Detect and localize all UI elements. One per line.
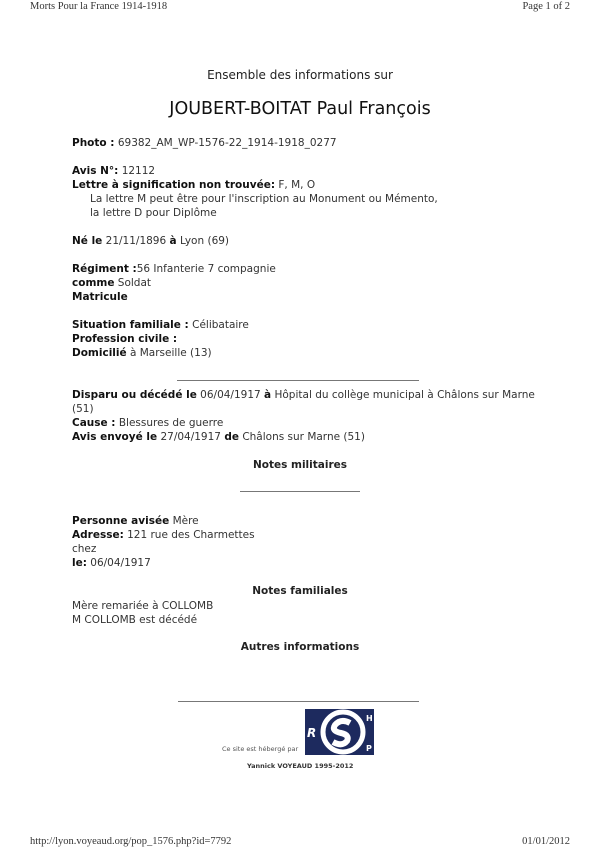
death-label: Disparu ou décédé le bbox=[72, 389, 197, 401]
birth-line bbox=[72, 234, 229, 248]
death-place: Hôpital du collège municipal à Châlons sur Marne bbox=[274, 389, 535, 401]
page-number: Page 1 of 2 bbox=[522, 1, 570, 12]
profession-label: Profession civile : bbox=[72, 333, 178, 345]
situation-label: Situation familiale : bbox=[72, 319, 189, 331]
death-at-label: à bbox=[264, 389, 272, 401]
photo-label: Photo : bbox=[72, 137, 115, 149]
cause-line bbox=[72, 416, 223, 430]
section-heading-familiales: Notes familiales bbox=[252, 585, 348, 597]
section-heading-militaires: Notes militaires bbox=[252, 459, 348, 471]
host-logo-icon bbox=[305, 709, 374, 755]
domicile-label: Domicilié bbox=[72, 347, 127, 359]
death-date: 06/04/1917 bbox=[200, 389, 261, 401]
avis-envoye-label: Avis envoyé le bbox=[72, 431, 158, 443]
grade-line bbox=[72, 276, 151, 290]
page-url[interactable]: http://lyon.voyeaud.org/pop_1576.php?id=7792 bbox=[30, 836, 232, 847]
divider bbox=[178, 701, 419, 702]
chez-line: chez bbox=[72, 543, 97, 555]
logo-letter-p: P bbox=[366, 744, 372, 753]
adresse-line bbox=[72, 528, 255, 542]
lettre-note-2: la lettre D pour Diplôme bbox=[90, 207, 217, 219]
birth-label: Né le bbox=[72, 235, 103, 247]
adresse-value: 121 rue des Charmettes bbox=[127, 529, 255, 541]
logo-letter-h: H bbox=[366, 714, 373, 723]
host-logo[interactable] bbox=[305, 709, 374, 755]
birth-place: Lyon (69) bbox=[179, 235, 230, 247]
avis-envoye-line bbox=[72, 430, 365, 444]
lettre-note-1: La lettre M peut être pour l'inscription au Monument ou Mémento, bbox=[90, 193, 438, 205]
logo-letter-r: R bbox=[307, 726, 317, 740]
profession-line bbox=[72, 332, 177, 346]
adresse-label: Adresse: bbox=[72, 529, 124, 541]
grade-value: Soldat bbox=[117, 277, 152, 289]
avis-line bbox=[72, 164, 155, 178]
section-heading-autres: Autres informations bbox=[240, 641, 360, 653]
matricule-label: Matricule bbox=[72, 291, 128, 303]
situation-line bbox=[72, 318, 249, 332]
divider bbox=[177, 380, 419, 381]
birth-at-label: à bbox=[169, 235, 177, 247]
avis-envoye-place: Châlons sur Marne (51) bbox=[242, 431, 365, 443]
death-place-cont: (51) bbox=[72, 403, 94, 415]
avis-envoye-date: 27/04/1917 bbox=[160, 431, 221, 443]
lettre-line bbox=[72, 178, 315, 192]
situation-value: Célibataire bbox=[192, 319, 249, 331]
print-date: 01/01/2012 bbox=[522, 836, 570, 847]
le-label: le: bbox=[72, 557, 87, 569]
death-line bbox=[72, 388, 535, 402]
site-title: Morts Pour la France 1914-1918 bbox=[30, 1, 168, 12]
domicile-at: à bbox=[129, 347, 137, 359]
title-line: Ensemble des informations sur bbox=[207, 68, 393, 82]
personne-label: Personne avisée bbox=[72, 515, 170, 527]
regiment-line bbox=[72, 262, 276, 276]
lettre-value: F, M, O bbox=[278, 179, 316, 191]
domicile-line bbox=[72, 346, 212, 360]
le-value: 06/04/1917 bbox=[90, 557, 151, 569]
personne-line bbox=[72, 514, 199, 528]
matricule-line bbox=[72, 290, 128, 304]
regiment-label: Régiment : bbox=[72, 263, 137, 275]
avis-label: Avis N°: bbox=[72, 165, 119, 177]
regiment-value: 56 Infanterie 7 compagnie bbox=[136, 263, 276, 275]
photo-line bbox=[72, 136, 337, 150]
family-note-2: M COLLOMB est décédé bbox=[72, 614, 198, 626]
site-credit: Yannick VOYEAUD 1995-2012 bbox=[247, 762, 354, 770]
le-line bbox=[72, 556, 151, 570]
domicile-value: Marseille (13) bbox=[139, 347, 212, 359]
avis-envoye-de: de bbox=[224, 431, 239, 443]
avis-value: 12112 bbox=[121, 165, 156, 177]
person-name: JOUBERT-BOITAT Paul François bbox=[169, 99, 431, 119]
birth-date: 21/11/1896 bbox=[105, 235, 167, 247]
personne-value: Mère bbox=[172, 515, 199, 527]
lettre-label: Lettre à signification non trouvée: bbox=[72, 179, 276, 191]
photo-value: 69382_AM_WP-1576-22_1914-1918_0277 bbox=[117, 137, 337, 149]
cause-label: Cause : bbox=[72, 417, 116, 429]
divider bbox=[240, 491, 360, 492]
cause-value: Blessures de guerre bbox=[118, 417, 224, 429]
grade-label: comme bbox=[72, 277, 115, 289]
family-note-1: Mère remariée à COLLOMB bbox=[72, 600, 214, 612]
hosted-by-text: Ce site est hébergé par bbox=[222, 745, 299, 753]
